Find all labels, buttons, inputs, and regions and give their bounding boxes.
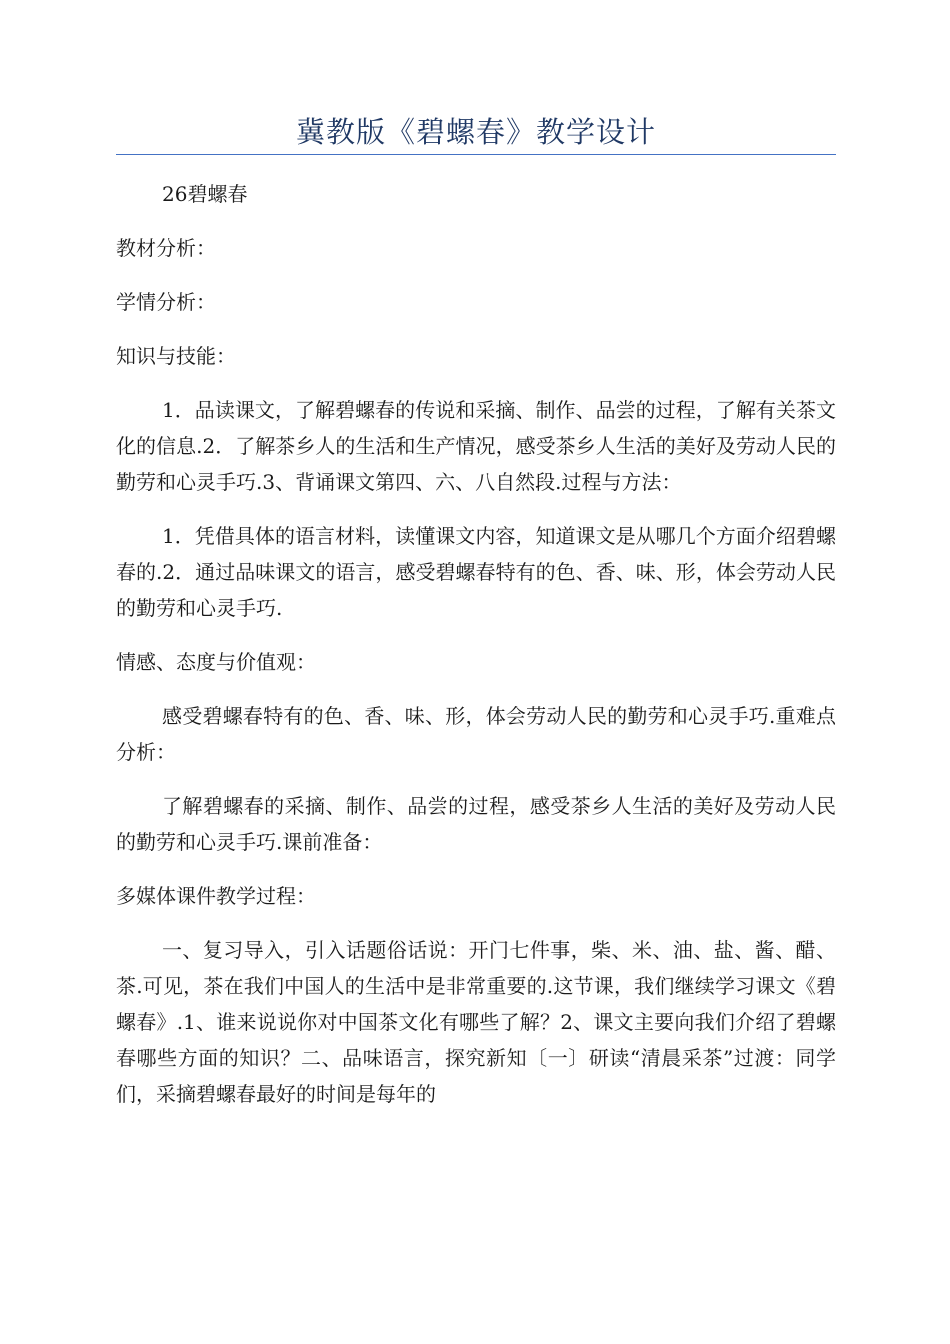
paragraph: 26碧螺春 <box>162 182 248 206</box>
paragraph: 多媒体课件教学过程： <box>116 884 316 908</box>
paragraph: 一、复习导入，引入话题俗话说：开门七件事，柴、米、油、盐、酱、醋、茶.可见，茶在我们中国人的生活中是非常重要的.这节课，我们继续学习课文《碧螺春》.1、谁来说说你对中国茶文化有哪些了解？2、课文主要向我们介绍了碧螺春哪些方面的知识？二、品味语言，探究新知〔一〕研读“清晨采茶”过渡：同学们，采摘碧螺春最好的时间是每年的 <box>116 938 836 1106</box>
paragraph: 知识与技能： <box>116 344 236 368</box>
paragraph: 学情分析： <box>116 290 216 314</box>
paragraph: 教材分析： <box>116 236 216 260</box>
paragraph: 1．凭借具体的语言材料，读懂课文内容，知道课文是从哪几个方面介绍碧螺春的.2．通过品味课文的语言，感受碧螺春特有的色、香、味、形，体会劳动人民的勤劳和心灵手巧. <box>116 524 836 620</box>
paragraph: 了解碧螺春的采摘、制作、品尝的过程，感受茶乡人生活的美好及劳动人民的勤劳和心灵手巧.课前准备： <box>116 794 836 854</box>
paragraph: 1．品读课文，了解碧螺春的传说和采摘、制作、品尝的过程，了解有关茶文化的信息.2．了解茶乡人的生活和生产情况，感受茶乡人生活的美好及劳动人民的勤劳和心灵手巧.3、背诵课文第四、六、八自然段.过程与方法： <box>116 398 836 494</box>
title-underline <box>116 154 836 155</box>
paragraph: 情感、态度与价值观： <box>116 650 316 674</box>
paragraph: 感受碧螺春特有的色、香、味、形，体会劳动人民的勤劳和心灵手巧.重难点分析： <box>116 704 836 764</box>
document-body <box>116 176 836 1130</box>
document-title: 冀教版《碧螺春》教学设计 <box>295 115 656 149</box>
